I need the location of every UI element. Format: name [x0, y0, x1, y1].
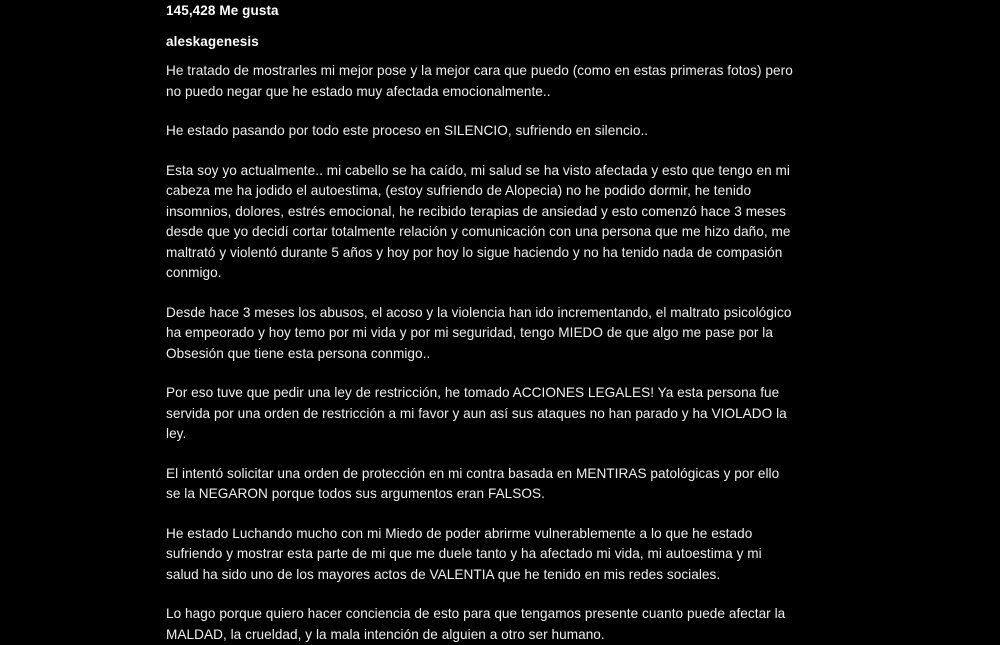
left-letterbox — [0, 0, 150, 580]
instagram-post-panel — [150, 0, 810, 642]
post-caption — [166, 61, 797, 645]
caption-paragraph: El intentó solicitar una orden de protección en mi contra basada en MENTIRAS patológicas y por ello se la NEGARON porque todos sus argumentos eran FALSOS. — [166, 465, 784, 501]
right-letterbox — [810, 0, 1000, 580]
likes-count: 145,428 Me gusta — [166, 3, 279, 18]
caption-paragraph: Esta soy yo actualmente.. mi cabello se ha caído, mi salud se ha visto afectada y esto que tengo en mi cabeza me ha jodido el autoestima, (estoy sufriendo de Alopecia) no he podido dormir, he tenido insomnios, dolores, estrés emocional, he recibido terapias de ansiedad y esto comenzó hace 3 meses desde que yo decidí cortar totalmente relación y comunicación con una persona que me hizo daño, me maltrató y violentó durante 5 años y hoy por hoy lo sigue haciendo y no ha tenido nada de compasión conmigo. — [166, 162, 795, 280]
caption-paragraph: Lo hago porque quiero hacer conciencia de esto para que tengamos presente cuanto puede afectar la MALDAD, la crueldad, y la mala intención de alguien a otro ser humano. — [166, 606, 790, 642]
caption-paragraph: He estado Luchando mucho con mi Miedo de poder abrirme vulnerablemente a lo que he estado sufriendo y mostrar esta parte de mi que me duele tanto y ha afectado mi vida, mi autoestima y mi salud ha sido uno de los mayores actos de VALENTIA que he tenido en mis redes sociales. — [166, 525, 766, 582]
panel-top-edge — [150, 0, 810, 2]
post-author-username[interactable]: aleskagenesis — [166, 34, 259, 49]
caption-paragraph: He estado pasando por todo este proceso en SILENCIO, sufriendo en silencio.. — [166, 123, 649, 138]
caption-paragraph: Por eso tuve que pedir una ley de restricción, he tomado ACCIONES LEGALES! Ya esta persona fue servida por una orden de restricción a mi favor y aun así sus ataques no han parado y ha VIOLADO la ley. — [166, 385, 791, 441]
caption-paragraph: He tratado de mostrarles mi mejor pose y la mejor cara que puedo (como en estas primeras fotos) pero no puedo negar que he estado muy afectada emocionalmente.. — [166, 63, 797, 99]
caption-paragraph: Desde hace 3 meses los abusos, el acoso y la violencia han ido incrementando, el maltrato psicológico ha empeorado y hoy temo por mi vida y por mi seguridad, tengo MIEDO de que algo me pase por la Obsesión que tiene esta persona conmigo.. — [166, 304, 796, 361]
